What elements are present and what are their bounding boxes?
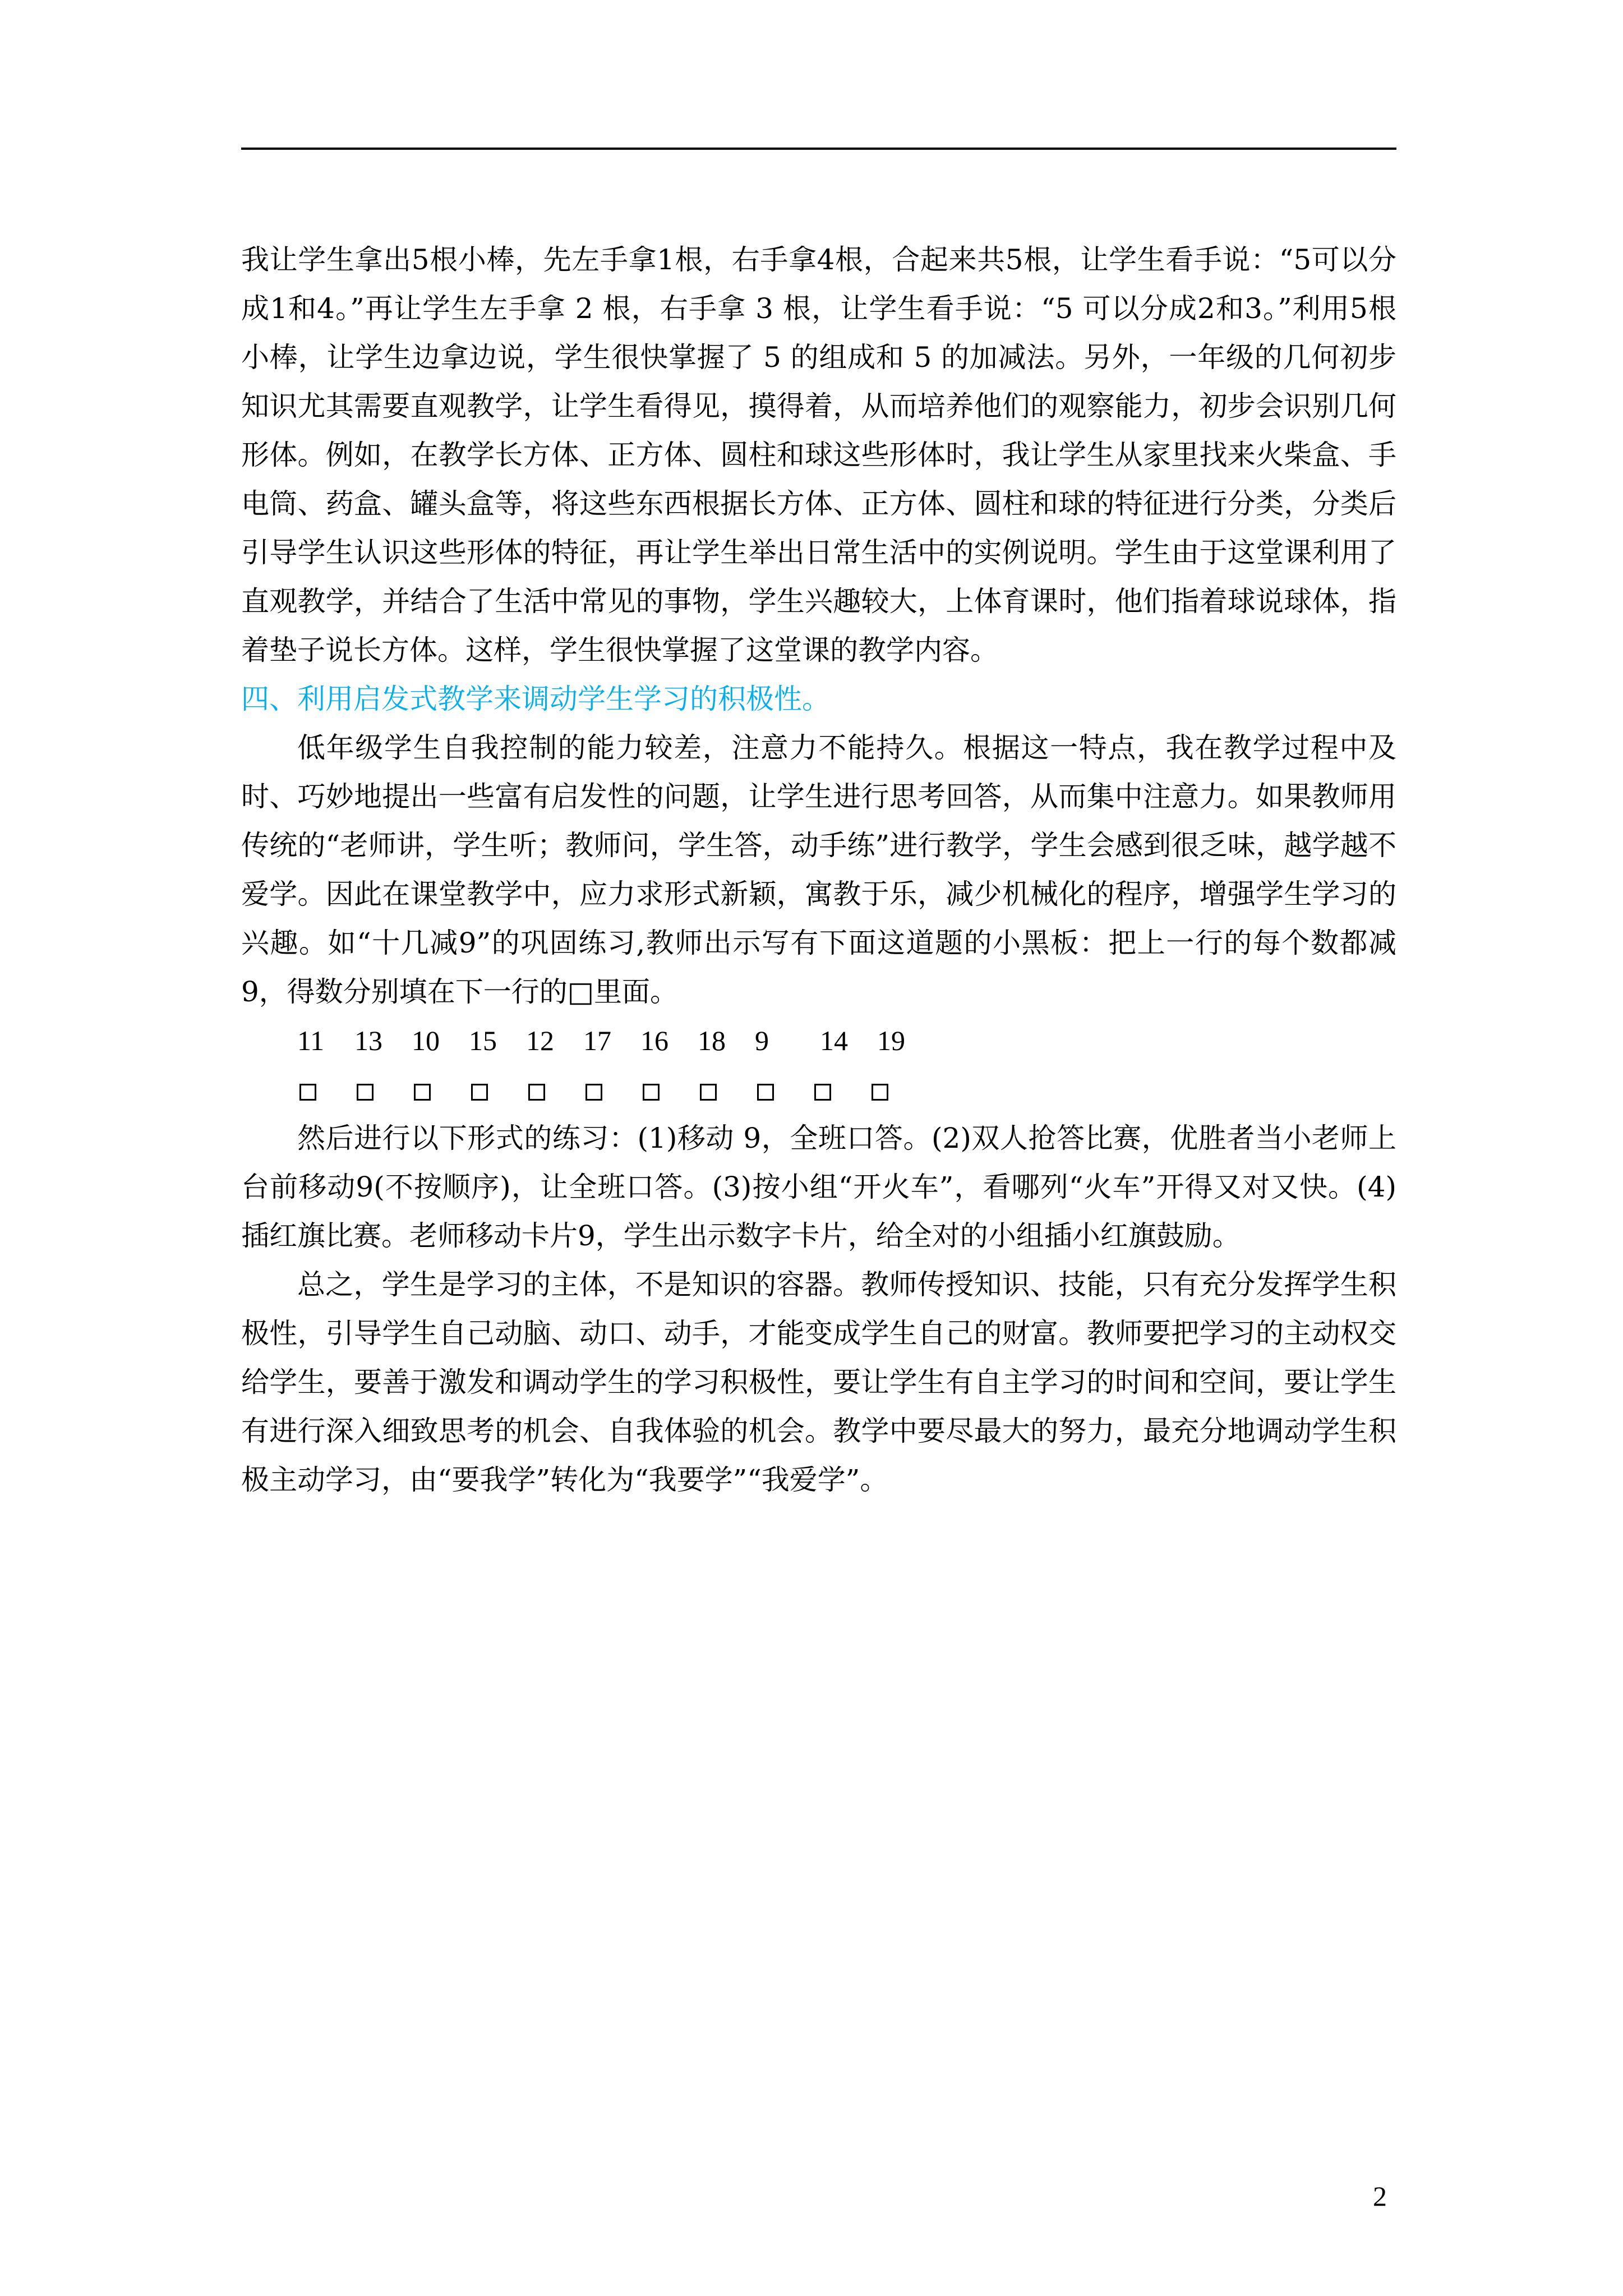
answer-box — [812, 1076, 869, 1110]
document-body — [241, 236, 1396, 1504]
answer-box — [412, 1076, 469, 1110]
exercise-number: 17 — [583, 1025, 611, 1056]
page-number: 2 — [1373, 2180, 1387, 2212]
answer-box — [698, 1076, 755, 1110]
answer-box — [297, 1076, 354, 1110]
answer-box — [354, 1076, 412, 1110]
answer-box — [526, 1076, 583, 1110]
exercise-number: 19 — [877, 1025, 905, 1056]
answer-box — [583, 1076, 640, 1110]
header-rule — [241, 148, 1396, 150]
exercise-number: 13 — [354, 1025, 382, 1056]
paragraph-conclusion: 总之，学生是学习的主体，不是知识的容器。教师传授知识、技能，只有充分发挥学生积极性，引导学生自己动脑、动口、动手，才能变成学生自己的财富。教师要把学习的主动权交给学生，要善于激发和调动学生的学习积极性，要让学生有自主学习的时间和空间，要让学生有进行深入细致思考的机会、自我体验的机会。教学中要尽最大的努力，最充分地调动学生积极主动学习，由“要我学”转化为“我要学”“我爱学”。 — [241, 1268, 1396, 1496]
exercise-number: 14 — [820, 1025, 848, 1056]
answer-box — [869, 1076, 926, 1110]
answer-box — [755, 1076, 812, 1110]
paragraph-heuristic-teaching: 低年级学生自我控制的能力较差，注意力不能持久。根据这一特点，我在教学过程中及时、巧妙地提出一些富有启发性的问题，让学生进行思考回答，从而集中注意力。如果教师用传统的“老师讲，学生听；教师问，学生答，动手练”进行教学，学生会感到很乏味，越学越不爱学。因此在课堂教学中，应力求形式新颖，寓教于乐，减少机械化的程序，增强学生学习的兴趣。如“十几减9”的巩固练习,教师出示写有下面这道题的小黑板：把上一行的每个数都减9，得数分别填在下一行的□里面。 — [241, 731, 1396, 1008]
exercise-number: 11 — [297, 1025, 325, 1056]
exercise-number: 12 — [526, 1025, 554, 1056]
exercise-number-row — [241, 1016, 1396, 1065]
exercise-number: 9 — [755, 1025, 769, 1056]
exercise-number: 10 — [412, 1025, 440, 1056]
answer-box-row — [241, 1065, 1396, 1114]
paragraph-intro-demo: 我让学生拿出5根小棒，先左手拿1根，右手拿4根，合起来共5根，让学生看手说：“5可以分成1和4。”再让学生左手拿 2 根，右手拿 3 根，让学生看手说：“5 可以分成2和3。”利用5根小棒，让学生边拿边说，学生很快掌握了 5 的组成和 5 的加减法。另外，一年级的几何初步知识尤其需要直观教学，让学生看得见，摸得着，从而培养他们的观察能力，初步会识别几何形体。例如，在教学长方体、正方体、圆柱和球这些形体时，我让学生从家里找来火柴盒、手电筒、药盒、罐头盒等，将这些东西根据长方体、正方体、圆柱和球的特征进行分类，分类后引导学生认识这些形体的特征，再让学生举出日常生活中的实例说明。学生由于这堂课利用了直观教学，并结合了生活中常见的事物，学生兴趣较大，上体育课时，他们指着球说球体，指着垫子说长方体。这样，学生很快掌握了这堂课的教学内容。 — [241, 243, 1396, 666]
exercise-number: 18 — [698, 1025, 726, 1056]
section-heading: 四、利用启发式教学来调动学生学习的积极性。 — [241, 683, 830, 715]
answer-box — [469, 1076, 526, 1110]
exercise-number: 15 — [469, 1025, 497, 1056]
answer-box — [640, 1076, 698, 1110]
exercise-number: 16 — [640, 1025, 668, 1056]
paragraph-practice-forms: 然后进行以下形式的练习：(1)移动 9，全班口答。(2)双人抢答比赛，优胜者当小老师上台前移动9(不按顺序)，让全班口答。(3)按小组“开火车”，看哪列“火车”开得又对又快。(4)插红旗比赛。老师移动卡片9，学生出示数字卡片，给全对的小组插小红旗鼓励。 — [241, 1122, 1396, 1252]
